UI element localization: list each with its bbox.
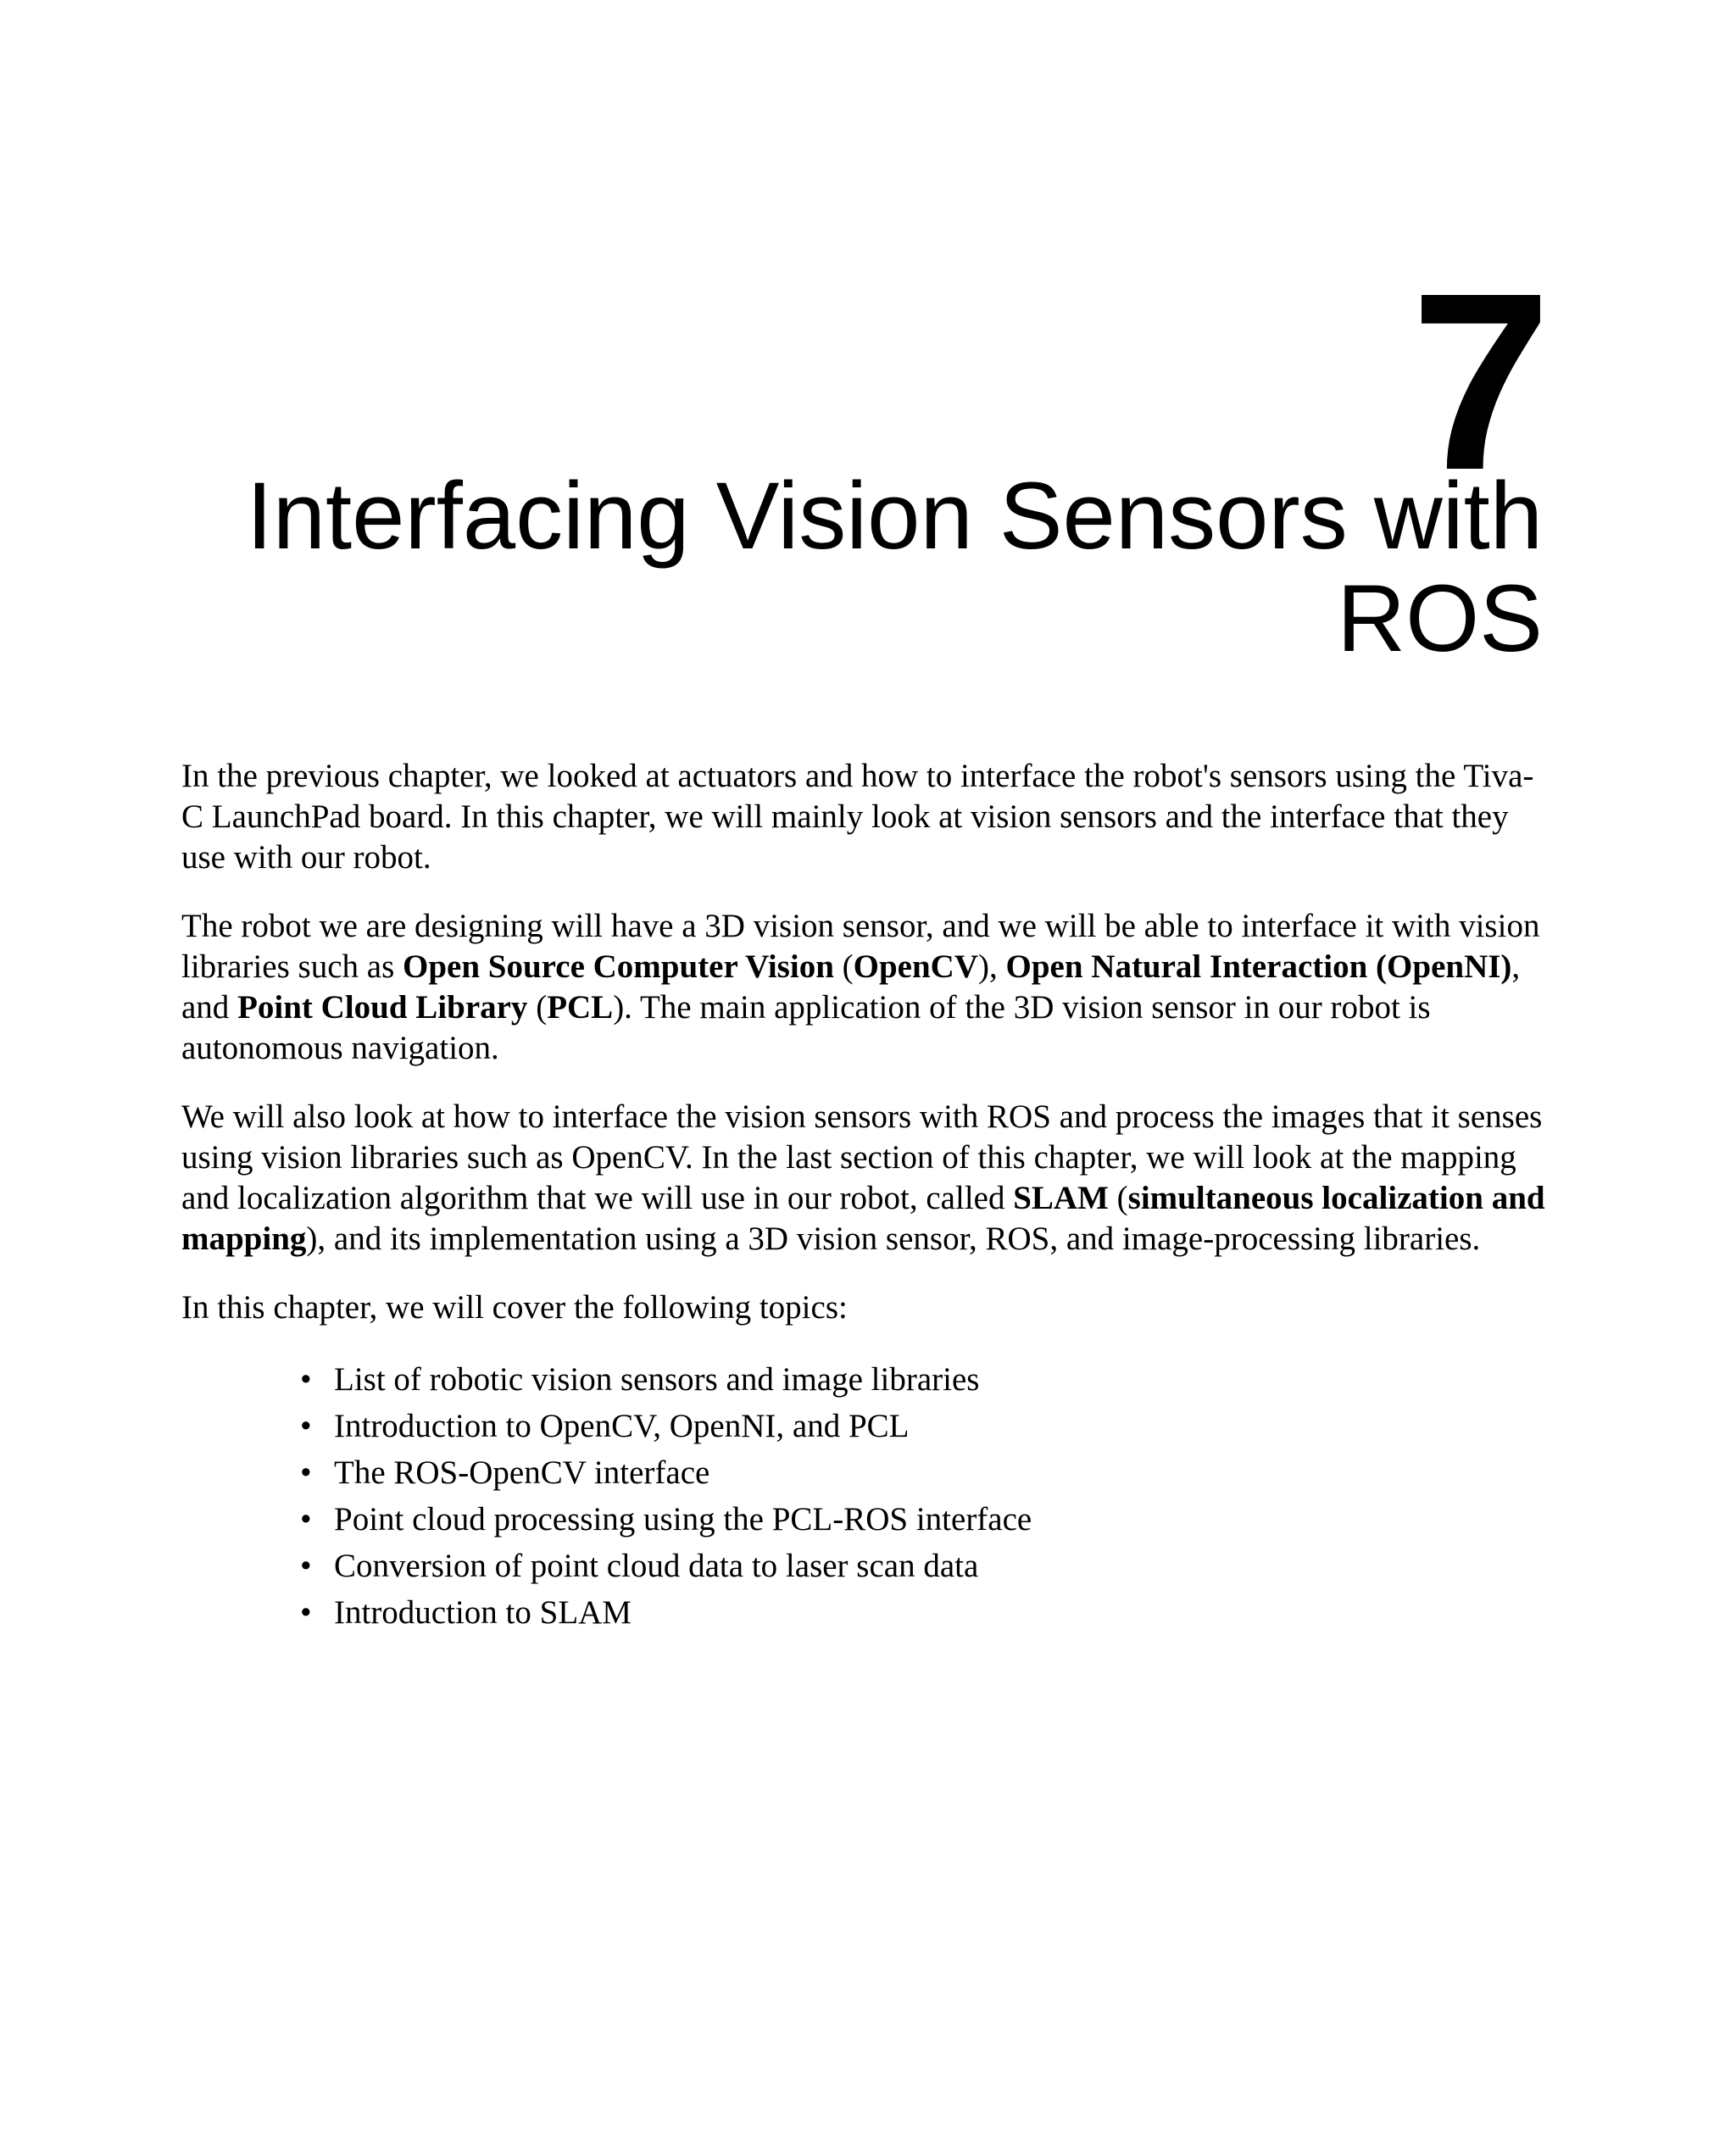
paragraph-text: ). The main application of the 3D vision sensor in our robot is autonomous navigation. xyxy=(181,989,1431,1066)
paragraph-text: ( xyxy=(833,948,854,985)
bullet-icon: • xyxy=(300,1454,312,1491)
list-item xyxy=(300,1496,1555,1543)
list-item xyxy=(300,1356,1555,1403)
bullet-icon: • xyxy=(300,1501,312,1538)
term-opencv-full: Open Source Computer Vision xyxy=(403,948,834,985)
topics-intro: In this chapter, we will cover the following topics: xyxy=(181,1289,848,1326)
list-item xyxy=(300,1589,1555,1636)
list-item-text: Point cloud processing using the PCL-ROS interface xyxy=(334,1501,1032,1538)
bullet-icon: • xyxy=(300,1594,312,1631)
list-item-text: List of robotic vision sensors and image libraries xyxy=(334,1361,980,1398)
term-openni: Open Natural Interaction (OpenNI) xyxy=(1005,948,1512,985)
list-item-text: Conversion of point cloud data to laser scan data xyxy=(334,1548,979,1584)
bullet-icon: • xyxy=(300,1548,312,1584)
chapter-number: 7 xyxy=(1410,241,1551,523)
paragraph-text: ( xyxy=(1108,1180,1128,1216)
paragraph-text: ( xyxy=(527,989,548,1026)
term-slam: SLAM xyxy=(1013,1180,1109,1216)
vision-libraries-paragraph xyxy=(181,906,1555,1069)
term-slam-full: simultaneous localization and mapping xyxy=(181,1180,1545,1257)
list-item-text: Introduction to OpenCV, OpenNI, and PCL xyxy=(334,1408,910,1444)
paragraph-text: , and xyxy=(181,948,1521,1026)
bullet-icon: • xyxy=(300,1408,312,1444)
bullet-icon: • xyxy=(300,1361,312,1398)
list-item-text: Introduction to SLAM xyxy=(334,1594,632,1631)
term-opencv: OpenCV xyxy=(853,948,978,985)
chapter-body xyxy=(181,756,1555,1636)
term-pcl-full: Point Cloud Library xyxy=(237,989,528,1026)
paragraph-text: ), and its implementation using a 3D vision sensor, ROS, and image-processing libraries. xyxy=(306,1221,1481,1257)
list-item-text: The ROS-OpenCV interface xyxy=(334,1454,710,1491)
topics-list xyxy=(181,1356,1555,1636)
list-item xyxy=(300,1449,1555,1496)
list-item xyxy=(300,1403,1555,1449)
term-pcl: PCL xyxy=(547,989,614,1026)
paragraph-text: The robot we are designing will have a 3D vision sensor, and we will be able to interface it with vision libraries such as xyxy=(181,908,1540,985)
paragraph-text: ), xyxy=(978,948,1006,985)
chapter-title: Interfacing Vision Sensors with ROS xyxy=(246,463,1543,671)
paragraph-text: We will also look at how to interface the vision sensors with ROS and process the images that it senses using vision libraries such as OpenCV. In the last section of this chapter, we will look at the mapping and localization algorithm that we will use in our robot, called xyxy=(181,1098,1543,1216)
slam-paragraph xyxy=(181,1097,1555,1260)
intro-paragraph: In the previous chapter, we looked at actuators and how to interface the robot's sensors using the Tiva-C LaunchPad board. In this chapter, we will mainly look at vision sensors and the interface that they use with our robot. xyxy=(181,758,1534,876)
list-item xyxy=(300,1543,1555,1589)
